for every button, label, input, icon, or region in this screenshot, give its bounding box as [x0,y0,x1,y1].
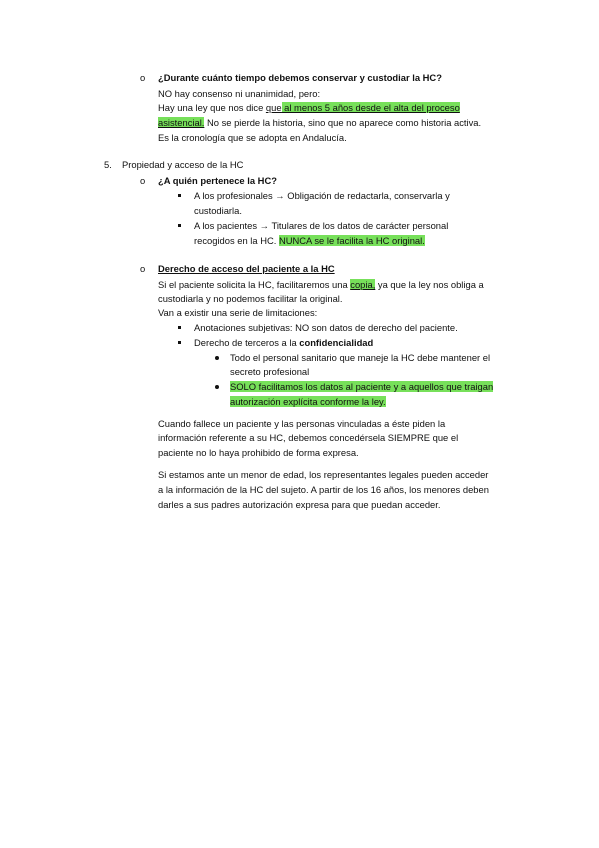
list-item-line [194,337,373,349]
highlighted-text: copia, [350,279,376,290]
paragraph-line: Si estamos ante un menor de edad, los representantes legales pueden acceder [158,469,489,480]
question-heading: ¿A quién pertenece la HC? [158,175,277,186]
question-heading: Derecho de acceso del paciente a la HC [158,263,335,274]
list-item-line: secreto profesional [230,366,310,377]
underlined-text: que [265,102,282,113]
paragraph-line: información referente a su HC, debemos concedérsela SIEMPRE que el [158,432,459,443]
list-bullet: o [140,72,146,83]
list-item-line: custodiarla. [194,205,242,216]
section-title: Propiedad y acceso de la HC [122,159,244,170]
paragraph-line [158,117,481,129]
paragraph-line: darles a sus padres autorización expresa para que puedan acceder. [158,499,441,510]
text-run: ya que la ley nos obliga a [375,279,484,290]
round-bullet [215,356,219,360]
square-bullet [178,326,181,329]
text-run: Si el paciente solicita la HC, facilitaremos una [158,279,351,290]
paragraph-line [158,279,484,291]
list-item-line [230,396,386,408]
paragraph-line: Van a existir una serie de limitaciones: [158,307,318,318]
highlighted-text: al menos 5 años desde el alta del proceso [281,102,460,113]
square-bullet [178,194,181,197]
paragraph-line [158,102,460,114]
list-bullet: o [140,263,146,274]
round-bullet [215,385,219,389]
highlighted-text: autorización explícita conforme la ley. [230,396,386,407]
square-bullet [178,224,181,227]
paragraph-line: NO hay consenso ni unanimidad, pero: [158,88,321,99]
highlighted-text: SOLO facilitamos los datos al paciente y a aquellos que traigan [230,381,494,392]
paragraph-line: Es la cronología que se adopta en Andalucía. [158,132,347,143]
list-item-line: A los profesionales → Obligación de redactarla, conservarla y [194,190,450,201]
paragraph-line: paciente no lo haya prohibido de forma expresa. [158,447,359,458]
highlighted-text: asistencial. [158,117,205,128]
text-run: No se pierde la historia, sino que no aparece como historia activa. [204,117,482,128]
question-heading: ¿Durante cuánto tiempo debemos conservar y custodiar la HC? [158,72,442,83]
list-item-line [194,235,425,247]
text-run: recogidos en la HC. [194,235,279,246]
paragraph-line: a la información de la HC del sujeto. A partir de los 16 años, los menores deben [158,484,489,495]
paragraph-line: Cuando fallece un paciente y las personas vinculadas a éste piden la [158,418,446,429]
list-item-line: A los pacientes → Titulares de los datos de carácter personal [194,220,449,231]
square-bullet [178,341,181,344]
text-run: Hay una ley que nos dice [158,102,266,113]
list-item-line: Anotaciones subjetivas: NO son datos de derecho del paciente. [194,322,458,333]
bold-text: confidencialidad [299,337,374,348]
list-item-line: Todo el personal sanitario que maneje la HC debe mantener el [230,352,491,363]
list-bullet: o [140,175,146,186]
text-run: Derecho de terceros a la [194,337,300,348]
section-number: 5. [104,159,112,170]
paragraph-line: custodiarla y no podemos facilitar la original. [158,293,343,304]
highlighted-text: NUNCA se le facilita la HC original. [278,235,425,246]
list-item-line [230,381,493,393]
